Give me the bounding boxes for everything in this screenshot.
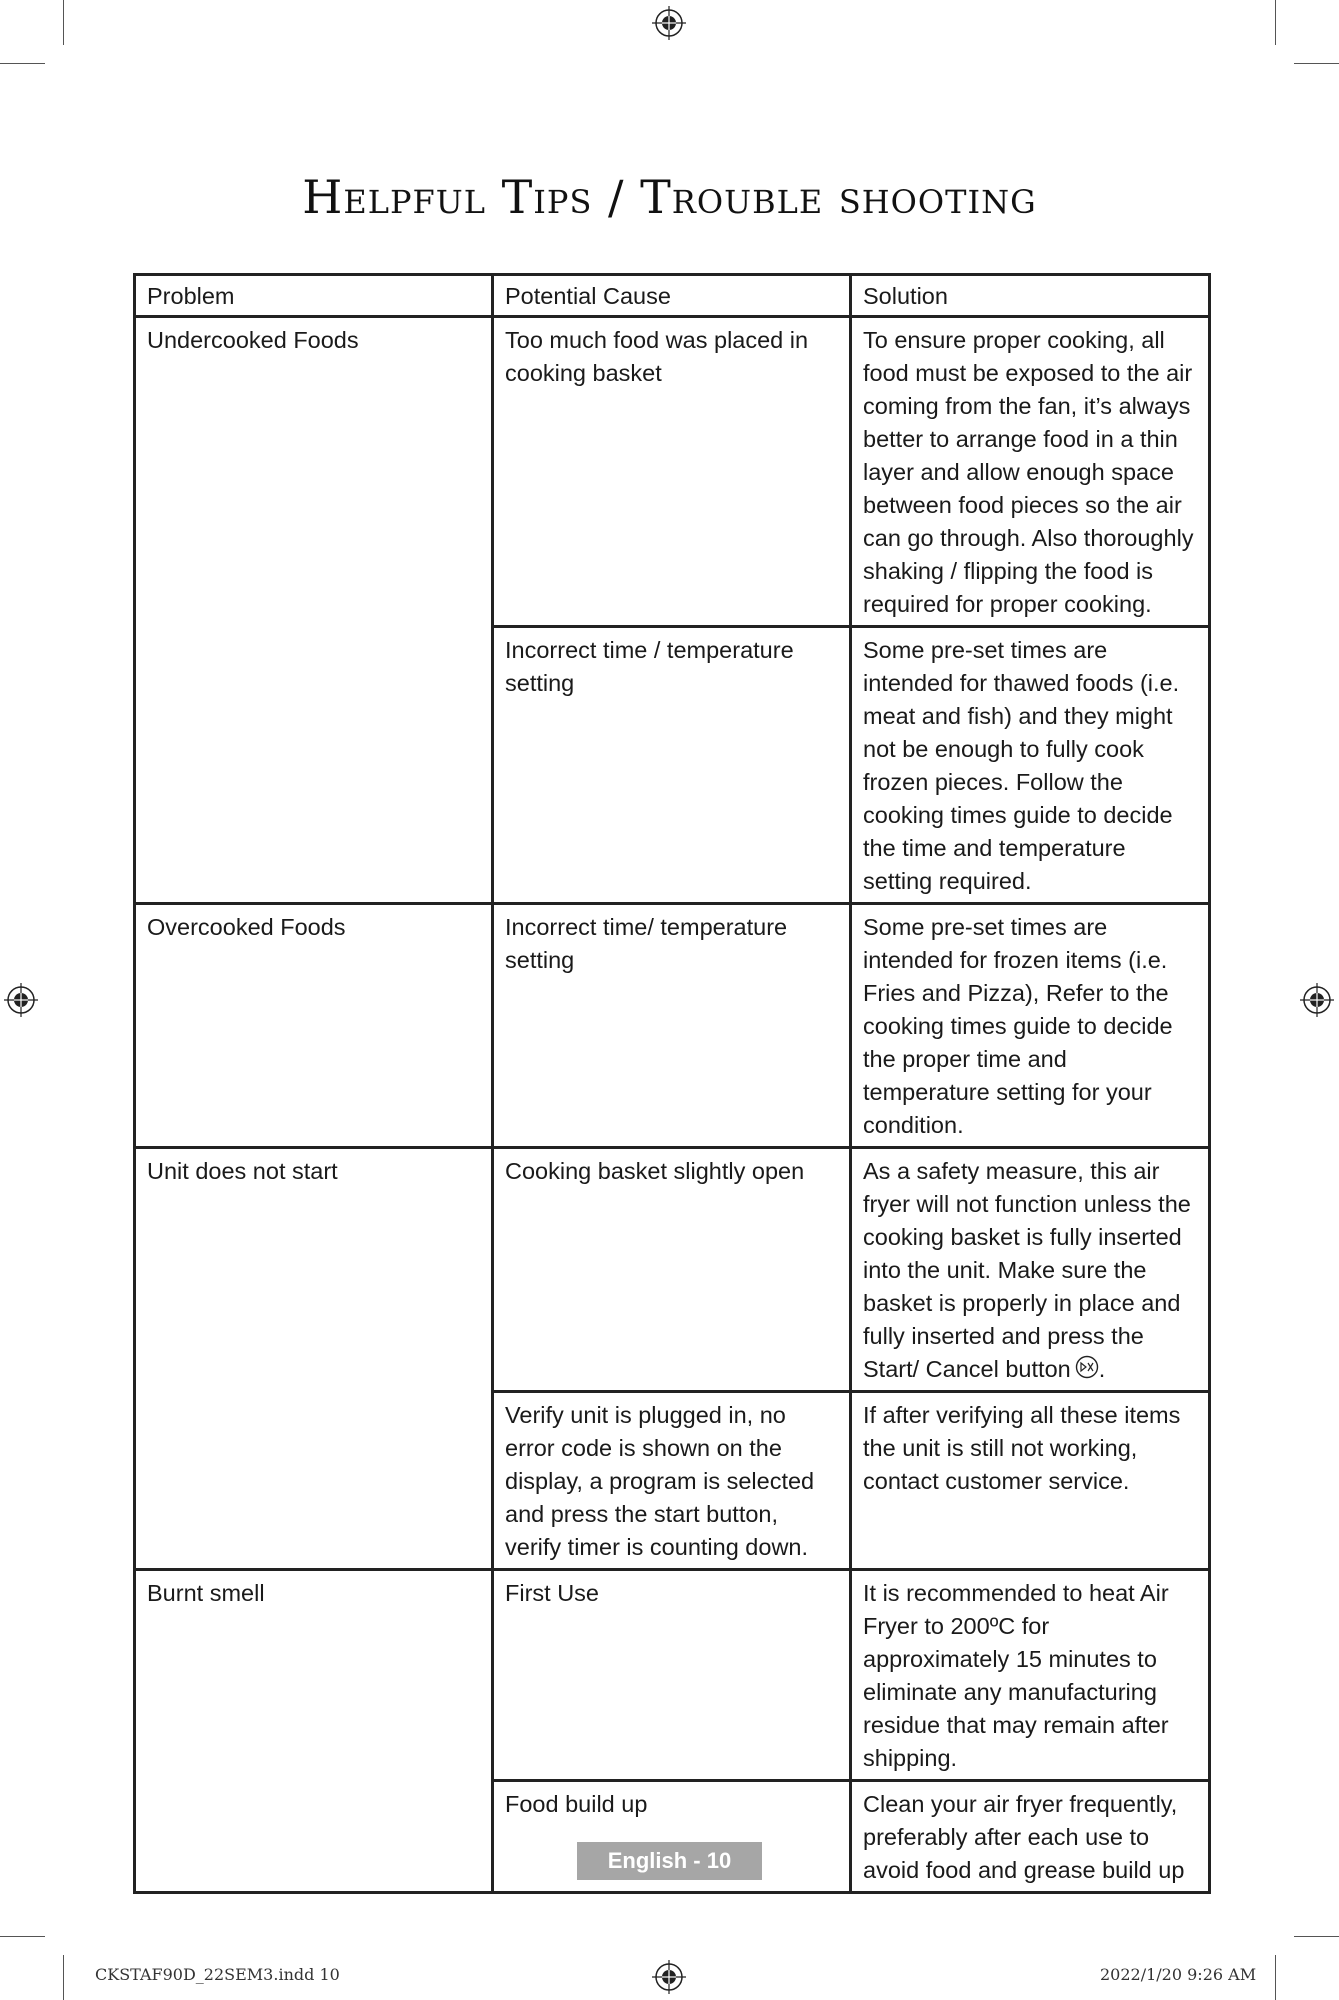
file-slug: CKSTAF90D_22SEM3.indd 10 — [95, 1965, 340, 1984]
solution-suffix: . — [1098, 1356, 1106, 1382]
crop-mark — [63, 1955, 64, 2000]
column-header-problem: Problem — [135, 275, 493, 317]
table-row — [135, 317, 1210, 627]
troubleshooting-table — [133, 273, 1211, 1894]
cause-cell: Cooking basket slightly open — [493, 1148, 851, 1392]
crop-mark — [63, 0, 64, 45]
registration-mark-icon — [1300, 983, 1334, 1017]
solution-cell: It is recommended to heat Air Fryer to 200ºC for approximately 15 minutes to eliminate any manufacturing residue that may remain after shipping. — [851, 1570, 1210, 1781]
crop-mark — [1275, 1955, 1276, 2000]
solution-cell: Some pre-set times are intended for frozen items (i.e. Fries and Pizza), Refer to the cooking times guide to decide the proper time and temperature setting for your condition. — [851, 904, 1210, 1148]
registration-mark-icon — [4, 983, 38, 1017]
problem-cell: Undercooked Foods — [135, 317, 493, 904]
column-header-solution: Solution — [851, 275, 1210, 317]
page-number-badge: English - 10 — [577, 1842, 762, 1880]
cause-cell: First Use — [493, 1570, 851, 1781]
table-row — [135, 1570, 1210, 1781]
solution-text: As a safety measure, this air fryer will not function unless the cooking basket is fully inserted into the unit. Make sure the basket is properly in place and fully inserted and press the Start/ Cancel button — [863, 1158, 1191, 1382]
page-title: Helpful Tips / Trouble shooting — [302, 170, 1037, 224]
column-header-cause: Potential Cause — [493, 275, 851, 317]
crop-mark — [1294, 63, 1339, 64]
cause-cell: Incorrect time / temperature setting — [493, 627, 851, 904]
registration-mark-icon — [652, 1960, 686, 1994]
cause-cell: Verify unit is plugged in, no error code is shown on the display, a program is selected and press the start button, verify timer is counting down. — [493, 1392, 851, 1570]
solution-cell: Clean your air fryer frequently, preferably after each use to avoid food and grease build up — [851, 1781, 1210, 1893]
registration-mark-icon — [652, 6, 686, 40]
solution-cell: To ensure proper cooking, all food must be exposed to the air coming from the fan, it’s always better to arrange food in a thin layer and allow enough space between food pieces so the air can go through. Also thoroughly shaking / flipping the food is required for proper cooking. — [851, 317, 1210, 627]
table-header-row — [135, 275, 1210, 317]
crop-mark — [1294, 1936, 1339, 1937]
crop-mark — [0, 1936, 45, 1937]
table-row — [135, 904, 1210, 1148]
start-cancel-button-icon — [1075, 1355, 1099, 1379]
solution-cell — [851, 1148, 1210, 1392]
cause-cell: Incorrect time/ temperature setting — [493, 904, 851, 1148]
crop-mark — [1275, 0, 1276, 45]
problem-cell: Burnt smell — [135, 1570, 493, 1893]
problem-cell: Unit does not start — [135, 1148, 493, 1570]
solution-cell: If after verifying all these items the unit is still not working, contact customer service. — [851, 1392, 1210, 1570]
crop-mark — [0, 63, 45, 64]
problem-cell: Overcooked Foods — [135, 904, 493, 1148]
date-slug: 2022/1/20 9:26 AM — [1100, 1965, 1257, 1984]
cause-cell: Food build up — [493, 1781, 851, 1893]
table-row — [135, 1148, 1210, 1392]
solution-cell: Some pre-set times are intended for thawed foods (i.e. meat and fish) and they might not be enough to fully cook frozen pieces. Follow the cooking times guide to decide the time and temperature setting required. — [851, 627, 1210, 904]
cause-cell: Too much food was placed in cooking basket — [493, 317, 851, 627]
